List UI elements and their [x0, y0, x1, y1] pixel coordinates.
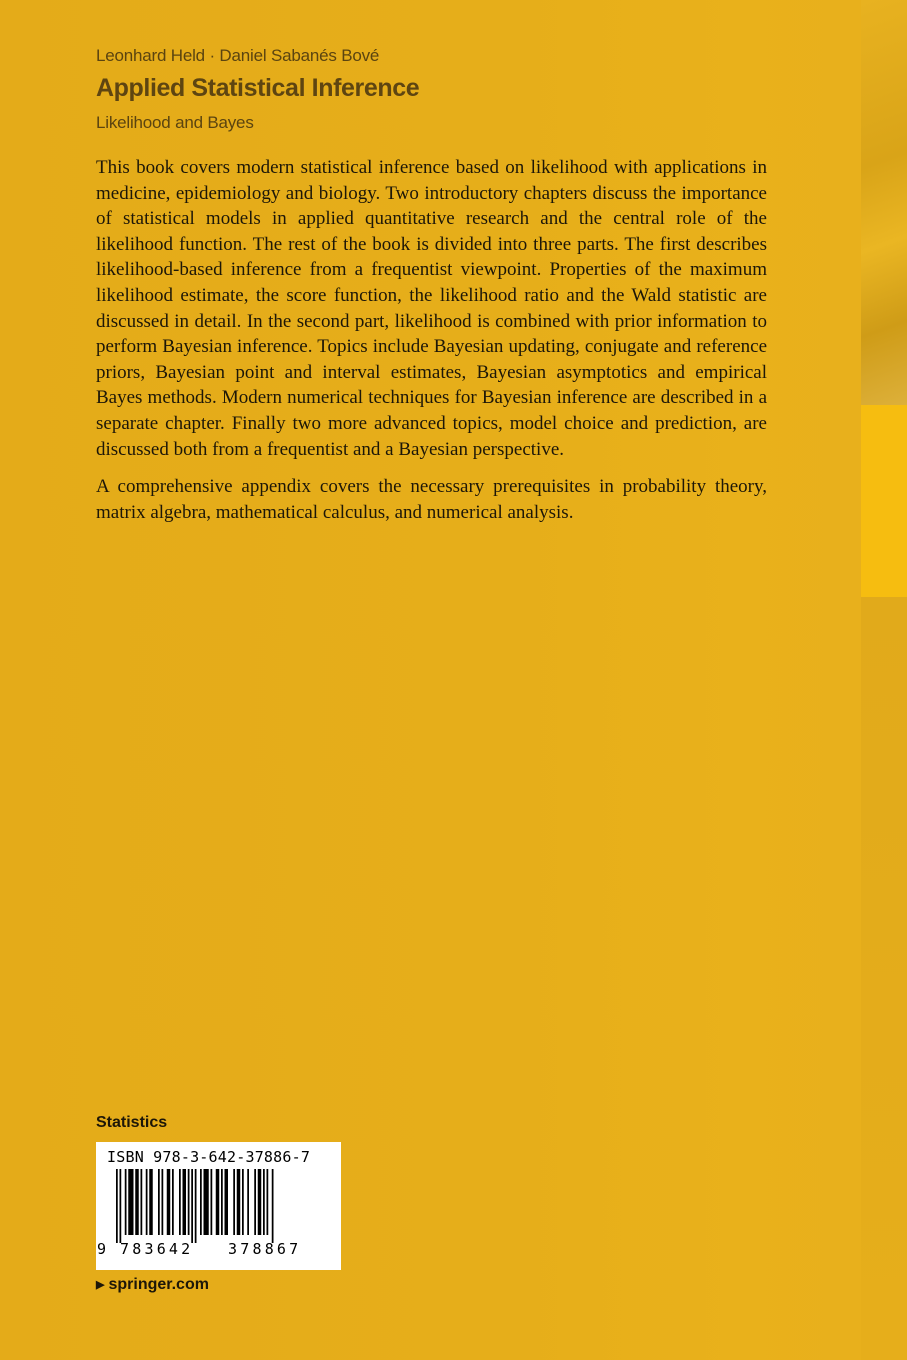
arrow-right-icon: ▶: [96, 1279, 105, 1291]
barcode-bar: [158, 1169, 160, 1235]
book-title: Applied Statistical Inference: [96, 74, 420, 102]
publisher-link-label: springer.com: [108, 1276, 209, 1293]
barcode-bar: [200, 1169, 202, 1235]
barcode-bar: [254, 1169, 256, 1235]
barcode-bar: [204, 1169, 209, 1235]
barcode-bars: [104, 1169, 332, 1243]
barcode-bar: [267, 1169, 269, 1235]
description-paragraph: This book covers modern statistical inference based on likelihood with applications in medicine, epidemiology and biology. Two introductory chapters discuss the importance of statistical models in applied quantitative research and the central role of the likelihood function. The rest of the book is divided into three parts. The first describes likelihood-based inference from a frequentist viewpoint. Properties of the maximum likelihood estimate, the score function, the likelihood ratio and the Wald statistic are discussed in detail. In the second part, likelihood is combined with prior information to perform Bayesian inference. Topics include Bayesian updating, conjugate and reference priors, Bayesian point and interval estimates, Bayesian asymptotics and empirical Bayes methods. Modern numerical techniques for Bayesian inference are described in a separate chapter. Finally two more advanced topics, model choice and prediction, are discussed both from a frequentist and a Bayesian perspective.: [96, 157, 767, 460]
barcode-bar: [242, 1169, 244, 1235]
barcode-bar: [125, 1169, 127, 1235]
isbn-label: ISBN 978-3-642-37886-7: [107, 1148, 311, 1166]
barcode-bar: [162, 1169, 164, 1235]
category-label: Statistics: [96, 1114, 168, 1131]
barcode-bar: [233, 1169, 235, 1235]
barcode-bar: [195, 1169, 197, 1243]
isbn-barcode: [96, 1142, 341, 1270]
barcode-bar: [141, 1169, 143, 1235]
authors: Leonhard Held · Daniel Sabanés Bové: [96, 46, 380, 65]
barcode-bar: [183, 1169, 187, 1235]
barcode-digit-group: 9: [97, 1240, 107, 1258]
cover-edge-lower: [861, 597, 907, 1360]
barcode-digit-group: 378867: [228, 1240, 302, 1258]
barcode-bar: [263, 1169, 265, 1235]
barcode-bar: [225, 1169, 229, 1235]
barcode-bar: [146, 1169, 148, 1235]
barcode-bar: [128, 1169, 133, 1235]
barcode-bar: [149, 1169, 153, 1235]
cover-edge-band: [861, 405, 907, 597]
barcode-bar: [191, 1169, 193, 1243]
book-subtitle: Likelihood and Bayes: [96, 113, 254, 132]
barcode-bar: [247, 1169, 249, 1235]
barcode-bar: [272, 1169, 274, 1243]
barcode-bar: [120, 1169, 122, 1243]
book-description: [96, 155, 767, 537]
barcode-bar: [258, 1169, 262, 1235]
barcode-bar: [211, 1169, 213, 1235]
cover-edge-decoration: [861, 0, 907, 405]
description-paragraph: A comprehensive appendix covers the necessary prerequisites in probability theory, matrix algebra, mathematical calculus, and numerical analysis.: [96, 476, 767, 523]
barcode-bar: [172, 1169, 174, 1235]
publisher-link[interactable]: [96, 1276, 209, 1294]
barcode-bar: [221, 1169, 223, 1235]
barcode-bar: [167, 1169, 171, 1235]
barcode-bar: [179, 1169, 181, 1235]
barcode-bar: [216, 1169, 220, 1235]
barcode-digit-group: 783642: [120, 1240, 194, 1258]
barcode-bar: [188, 1169, 190, 1235]
barcode-bar: [135, 1169, 139, 1235]
barcode-bar: [116, 1169, 118, 1243]
barcode-bar: [237, 1169, 241, 1235]
